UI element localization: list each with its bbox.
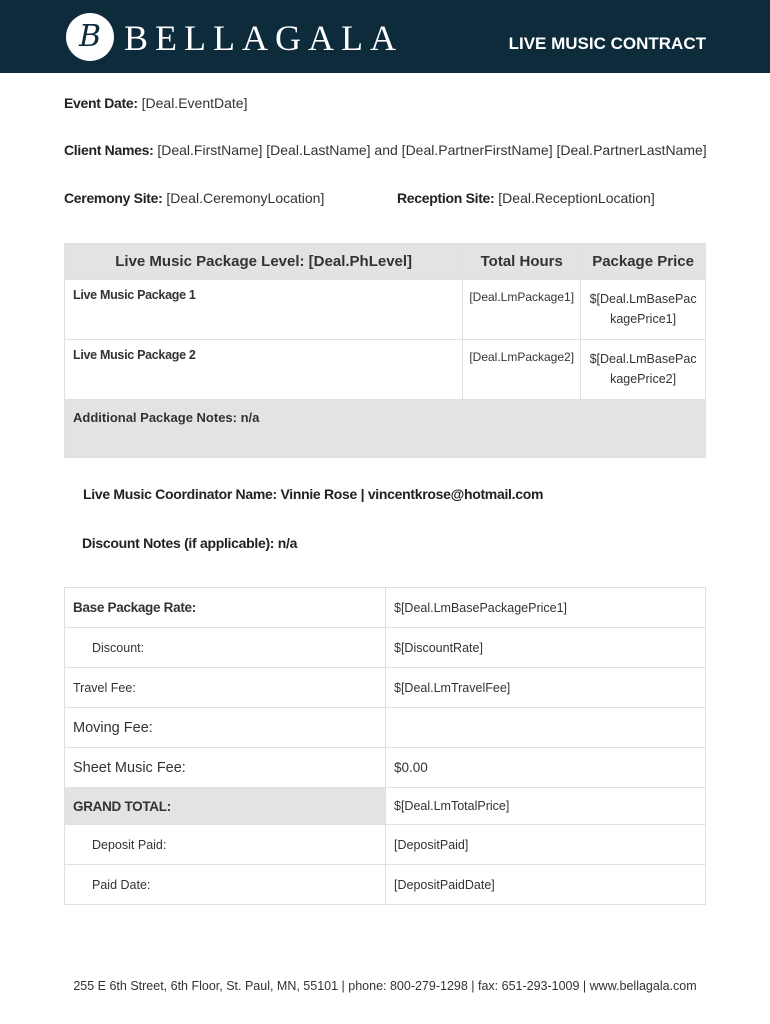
package-name: Live Music Package 1 <box>65 280 463 340</box>
package-hours: [Deal.LmPackage2] <box>463 340 581 400</box>
package-notes: Additional Package Notes: n/a <box>65 400 706 458</box>
fee-value: [DepositPaidDate] <box>386 865 706 905</box>
table-row <box>65 628 706 668</box>
table-row <box>65 280 706 340</box>
package-notes-row <box>65 400 706 458</box>
package-price: $[Deal.LmBasePackagePrice2] <box>581 340 706 400</box>
event-date-value: [Deal.EventDate] <box>141 95 248 111</box>
grand-total-label: GRAND TOTAL: <box>65 788 386 825</box>
grand-total-row <box>65 788 706 825</box>
table-row <box>65 708 706 748</box>
fee-value: $[DiscountRate] <box>386 628 706 668</box>
reception-site-value: [Deal.ReceptionLocation] <box>498 190 655 206</box>
discount-notes-text: Discount Notes (if applicable): n/a <box>82 535 298 551</box>
footer-contact: 255 E 6th Street, 6th Floor, St. Paul, MN, 55101 | phone: 800-279-1298 | fax: 651-293-1009 | www.bellagala.com <box>73 979 697 993</box>
header-bar <box>0 0 770 73</box>
fee-label: Deposit Paid: <box>65 825 386 865</box>
package-hours: [Deal.LmPackage1] <box>463 280 581 340</box>
logo-letter: B <box>78 19 102 54</box>
package-name: Live Music Package 2 <box>65 340 463 400</box>
event-date-label: Event Date: <box>64 95 138 111</box>
package-table <box>64 243 706 458</box>
fee-label: Travel Fee: <box>65 668 386 708</box>
client-names-value: [Deal.FirstName] [Deal.LastName] and [Deal.PartnerFirstName] [Deal.PartnerLastName] <box>157 142 707 158</box>
ceremony-site-line <box>64 190 324 206</box>
fee-label: Discount: <box>65 628 386 668</box>
reception-site-line <box>397 190 655 206</box>
brand-logo-icon <box>66 13 114 61</box>
fee-label: Paid Date: <box>65 865 386 905</box>
fee-label: Moving Fee: <box>65 708 386 748</box>
discount-notes-line <box>82 535 297 551</box>
coordinator-text: Live Music Coordinator Name: Vinnie Rose | vincentkrose@hotmail.com <box>83 486 544 502</box>
table-row <box>65 865 706 905</box>
client-names-line <box>64 142 707 158</box>
package-price: $[Deal.LmBasePackagePrice1] <box>581 280 706 340</box>
fees-table <box>64 587 706 905</box>
package-header-row <box>65 244 706 280</box>
table-row <box>65 340 706 400</box>
fee-value: [DepositPaid] <box>386 825 706 865</box>
fee-value: $0.00 <box>386 748 706 788</box>
package-level-header: Live Music Package Level: [Deal.PhLevel] <box>65 244 463 280</box>
fee-label: Sheet Music Fee: <box>65 748 386 788</box>
table-row <box>65 825 706 865</box>
brand-name: BELLAGALA <box>124 18 403 58</box>
table-row <box>65 748 706 788</box>
grand-total-value: $[Deal.LmTotalPrice] <box>386 788 706 825</box>
fee-value <box>386 708 706 748</box>
ceremony-site-label: Ceremony Site: <box>64 190 163 206</box>
client-names-label: Client Names: <box>64 142 154 158</box>
fee-label: Base Package Rate: <box>65 588 386 628</box>
document-title: LIVE MUSIC CONTRACT <box>508 34 706 53</box>
event-date-line <box>64 95 247 111</box>
package-price-header: Package Price <box>581 244 706 280</box>
fee-value: $[Deal.LmBasePackagePrice1] <box>386 588 706 628</box>
coordinator-line <box>83 486 543 502</box>
reception-site-label: Reception Site: <box>397 190 495 206</box>
fee-value: $[Deal.LmTravelFee] <box>386 668 706 708</box>
table-row <box>65 668 706 708</box>
ceremony-site-value: [Deal.CeremonyLocation] <box>166 190 325 206</box>
table-row <box>65 588 706 628</box>
total-hours-header: Total Hours <box>463 244 581 280</box>
